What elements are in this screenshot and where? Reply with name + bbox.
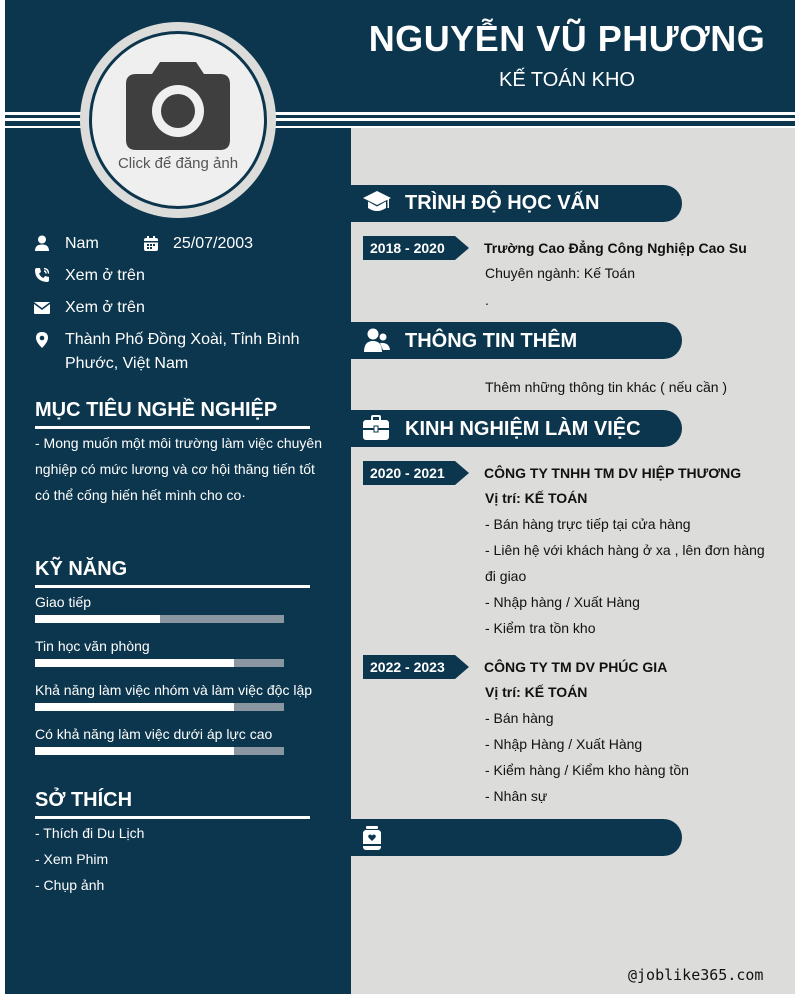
education-major: Chuyên ngành: Kế Toán xyxy=(485,265,635,281)
education-note: . xyxy=(485,292,489,308)
job-task: - Nhập Hàng / Xuất Hàng xyxy=(485,736,643,752)
jar-icon xyxy=(363,826,381,850)
skill-label: Giao tiếp xyxy=(35,594,92,610)
objective-rule xyxy=(35,426,310,429)
job-period: 2020 - 2021 xyxy=(370,465,445,481)
job-company: CÔNG TY TNHH TM DV HIỆP THƯƠNG xyxy=(484,465,742,481)
education-school: Trường Cao Đẳng Công Nghiệp Cao Su xyxy=(484,240,747,256)
job-task: - Kiểm tra tồn kho xyxy=(485,620,596,636)
skill-label: Có khả năng làm việc dưới áp lực cao xyxy=(35,726,273,742)
envelope-icon xyxy=(34,300,50,316)
users-icon xyxy=(364,328,390,353)
phone-value: Xem ở trên xyxy=(65,267,145,284)
hobby-item: - Xem Phim xyxy=(35,851,109,867)
skill-label: Khả năng làm việc nhóm và làm việc độc lập xyxy=(35,682,313,698)
skill-bar-fill xyxy=(35,659,234,667)
job-task: đi giao xyxy=(485,568,527,584)
education-period: 2018 - 2020 xyxy=(370,240,445,256)
objective-line: nghiệp có mức lương và cơ hội thăng tiến tốt xyxy=(35,461,315,477)
job-task: - Nhân sự xyxy=(485,788,548,804)
job-position: Vị trí: KẾ TOÁN xyxy=(485,490,588,506)
education-title: TRÌNH ĐỘ HỌC VẤN xyxy=(405,192,600,214)
job-company: CÔNG TY TM DV PHÚC GIA xyxy=(484,659,668,675)
camera-icon xyxy=(126,58,230,150)
skill-bar xyxy=(35,615,284,623)
hobby-item: - Chụp ảnh xyxy=(35,877,105,893)
calendar-icon xyxy=(143,236,159,252)
skill-bar xyxy=(35,747,284,755)
hobbies-rule xyxy=(35,816,310,819)
watermark: @joblike365.com xyxy=(628,966,764,984)
job-task: - Nhập hàng / Xuất Hàng xyxy=(485,594,640,610)
address-line-2: Phước, Việt Nam xyxy=(65,355,189,372)
skill-bar-fill xyxy=(35,703,234,711)
objective-line: có thể cống hiến hết mình cho co· xyxy=(35,487,246,503)
extra-title: THÔNG TIN THÊM xyxy=(405,330,578,352)
skill-label: Tin học văn phòng xyxy=(35,638,150,654)
address-line-1: Thành Phố Đồng Xoài, Tỉnh Bình xyxy=(65,331,300,348)
user-icon xyxy=(34,235,50,251)
skill-bar xyxy=(35,703,284,711)
job-title: KẾ TOÁN KHO xyxy=(499,69,635,91)
graduation-cap-icon xyxy=(363,190,391,217)
job-task: - Bán hàng trực tiếp tại cửa hàng xyxy=(485,516,691,532)
skills-rule xyxy=(35,585,310,588)
briefcase-icon xyxy=(363,415,389,441)
skill-bar-fill xyxy=(35,615,160,623)
hobby-item: - Thích đi Du Lịch xyxy=(35,825,145,841)
skill-bar xyxy=(35,659,284,667)
email-value: Xem ở trên xyxy=(65,299,145,316)
phone-icon xyxy=(34,267,50,283)
empty-section-header xyxy=(351,819,682,856)
job-position: Vị trí: KẾ TOÁN xyxy=(485,684,588,700)
job-task: - Kiểm hàng / Kiểm kho hàng tồn xyxy=(485,762,689,778)
skill-bar-fill xyxy=(35,747,234,755)
experience-title: KINH NGHIỆM LÀM VIỆC xyxy=(405,418,641,440)
dob-value: 25/07/2003 xyxy=(173,235,254,252)
job-period: 2022 - 2023 xyxy=(370,659,445,675)
job-task: - Bán hàng xyxy=(485,710,554,726)
gender-value: Nam xyxy=(65,235,99,252)
objective-line: - Mong muốn một môi trường làm việc chuyên xyxy=(35,435,322,451)
hobbies-title: SỞ THÍCH xyxy=(35,789,133,811)
skills-title: KỸ NĂNG xyxy=(35,558,128,580)
candidate-name: NGUYỄN VŨ PHƯƠNG xyxy=(368,18,766,59)
map-pin-icon xyxy=(34,332,50,348)
objective-title: MỤC TIÊU NGHỀ NGHIỆP xyxy=(35,399,278,421)
avatar-caption: Click để đăng ảnh xyxy=(117,155,239,172)
extra-text: Thêm những thông tin khác ( nếu cần ) xyxy=(485,379,728,395)
job-task: - Liên hệ với khách hàng ở xa , lên đơn hàng xyxy=(485,542,765,558)
